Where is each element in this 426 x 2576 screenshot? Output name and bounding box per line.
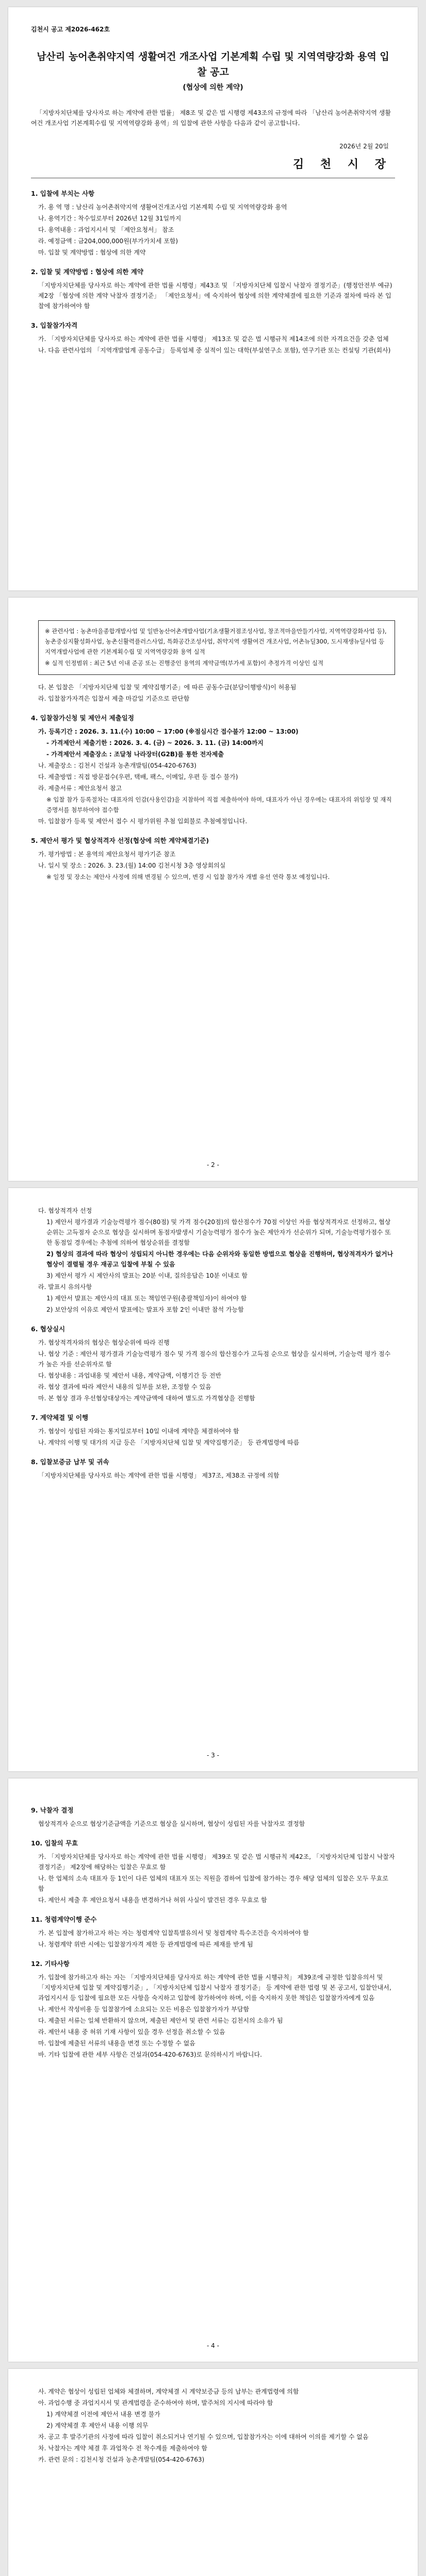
section-line: 나. 한 업체의 소속 대표자 등 1인이 다른 업체의 대표자 또는 직원을 겸하여 입찰에 참가하는 경우 해당 업체의 입찰은 모두 무효로 함 — [38, 1875, 388, 1892]
section-line: ※ 일정 및 장소는 제안사 사정에 의해 변경될 수 있으며, 변경 시 입찰 참가자 개별 유선 연락 통보 예정입니다. — [46, 873, 330, 880]
section-heading: 7. 계약체결 및 이행 — [31, 1414, 89, 1421]
section-line: 가. 「지방자치단체를 당사자로 하는 계약에 관한 법률 시행령」 제39조 및 같은 법 시행규칙 제42조, 「지방자치단체 입찰시 낙찰자 결정기준」 제2장에 해당하는 입찰은 무효로 함 — [38, 1853, 395, 1871]
section-line: 마. 입찰 및 계약방법 : 협상에 의한 계약 — [38, 249, 146, 256]
section-heading: 11. 청렴계약이행 준수 — [31, 1916, 97, 1923]
section-line: 「지방자치단체를 당사자로 하는 계약에 관한 법률 시행령」 제37조, 제38조 규정에 의함 — [38, 1472, 280, 1479]
notice-line: ※ 실적 인정범위 : 최근 5년 이내 준공 또는 진행중인 용역의 계약금액(부가세 포함)이 추정가격 이상인 실적 — [45, 659, 324, 667]
section-line: 사. 계약은 협상이 성립된 업체와 체결하며, 계약체결 시 계약보증금 등의 납부는 관계법령에 의함 — [38, 2388, 299, 2395]
section-line: 가. 평가방법 : 본 용역의 제안요청서 평가기준 참조 — [38, 851, 176, 858]
section-heading: 5. 제안서 평가 및 협상적격자 선정(협상에 의한 계약체결기준) — [31, 837, 209, 844]
section-line: 마. 입찰에 제출된 서류의 내용을 변경 또는 수정할 수 없음 — [38, 2040, 195, 2047]
section-line: 나. 협상 기준 : 제안서 평가결과 기술능력평가 점수 및 가격 점수의 합산점수가 고득점 순으로 협상을 실시하며, 기술능력 평가 점수가 높은 자를 선순위자로 함 — [38, 1350, 391, 1368]
document-page-2 — [8, 598, 418, 1181]
section-heading: 12. 기타사항 — [31, 1960, 70, 1968]
section-line: 3) 제안서 평가 시 제안사의 발표는 20분 이내, 질의응답은 10분 이내로 함 — [46, 1272, 248, 1279]
document-page-1 — [8, 7, 418, 590]
section-heading: 9. 낙찰자 결정 — [31, 1806, 74, 1814]
issuer-name: 김 천 시 장 — [293, 158, 392, 171]
section-line: 다. 제출방법 : 직접 방문접수(우편, 택배, 팩스, 이메일, 우편 등 접수 불가) — [38, 773, 238, 781]
section-line: 가. 등록기간 : 2026. 3. 11.(수) 10:00 ~ 17:00 (※점심시간 접수불가 12:00 ~ 13:00) — [38, 728, 299, 735]
document-title: 남산리 농어촌취약지역 생활여건 개조사업 기본계획 수립 및 지역역량강화 용역 입찰 공고 — [37, 51, 389, 78]
section-line: 다. 제안서 제출 후 제안요청서 내용을 변경하거나 허위 사실이 발견된 경우 무효로 함 — [38, 1896, 267, 1904]
section-line: 2) 보안상의 이유로 제안서 발표에는 발표자 포함 2인 이내만 참석 가능함 — [46, 1306, 244, 1313]
section-line: 1) 계약체결 이전에 제안서 내용 변경 불가 — [46, 2411, 160, 2418]
section-line: 라. 입찰참가자격은 입찰서 제출 마감일 기준으로 판단함 — [38, 695, 190, 702]
section-line: 나. 일시 및 장소 : 2026. 3. 23.(월) 14:00 김천시청 3층 영상회의실 — [38, 862, 226, 869]
section-line: 가. 용 역 명 : 남산리 농어촌취약지역 생활여건개조사업 기본계획 수립 및 지역역량강화 용역 — [38, 204, 287, 211]
document-page-3 — [8, 1188, 418, 1771]
section-line: 가. 협상적격자와의 협상은 협상순위에 따라 진행 — [38, 1339, 170, 1346]
section-heading: 4. 입찰참가신청 및 제안서 제출일정 — [31, 714, 134, 722]
section-line: 바. 기타 입찰에 관한 세부 사항은 건설과(054-420-6763)로 문의하시기 바랍니다. — [38, 2051, 262, 2058]
section-line: - 가격제안서 제출기한 : 2026. 3. 4. (금) ~ 2026. 3. 11. (금) 14:00까지 — [46, 739, 264, 747]
section-line: ※ 입찰 참가 등록절차는 대표자의 인감(사용인감)을 지참하여 직접 제출하여야 하며, 대표자가 아닌 경우에는 대표자의 위임장 및 재직증명서를 첨부하여야 접수함 — [46, 796, 392, 814]
section-heading: 1. 입찰에 부치는 사항 — [31, 190, 95, 197]
section-line: 마. 본 협상 결과 우선협상대상자는 계약금액에 대하여 별도로 가격협상을 진행함 — [38, 1395, 255, 1402]
section-heading: 6. 협상실시 — [31, 1325, 65, 1333]
notice-line: ※ 관련사업 : 농촌마을종합개발사업 및 일반농산어촌개발사업(기초생활거점조성사업, 창조적마을만들기사업, 지역역량강화사업 등), 농촌중심지활성화사업, 농촌신활력플러스사업, 특화공간조성사업, 취약지역 생활여건 개조사업, 어촌뉴딜300, 도시재생뉴딜사업 등 지역개발사업에 관한 기본계획수립 및 지역역량강화 용역 실적 — [45, 628, 387, 655]
page-number: - 4 - — [207, 2342, 219, 2349]
notice-box — [38, 620, 395, 675]
document-number: 김천시 공고 제2026-462호 — [31, 26, 110, 33]
section-line: 1) 제안서 평가결과 기술능력평가 점수(80점) 및 가격 점수(20점)의 합산점수가 70점 이상인 자를 협상적격자로 선정하고, 협상순위는 고득점자 순으로 협상을 실시하며 동점자발생시 기술능력평가 점수가 높은 제안자가 선순위가 되며, 기술능력평가점수 또한 동점일 경우에는 추첨에 의하여 협상순위를 결정함 — [46, 1218, 391, 1246]
section-line: 나. 용역기간 : 착수일로부터 2026년 12월 31일까지 — [38, 215, 182, 222]
section-line: 협상적격자 순으로 협상기준금액을 기준으로 협상을 실시하며, 협상이 성립된 자를 낙찰자로 결정함 — [38, 1820, 305, 1827]
section-line: 자. 공고 후 발주기관의 사정에 따라 입찰이 취소되거나 연기될 수 있으며, 입찰참가자는 이에 대하여 이의를 제기할 수 없음 — [38, 2433, 369, 2441]
page-number: - 3 - — [207, 1752, 219, 1759]
section-line: 아. 과업수행 중 과업지시서 및 관계법령을 준수하여야 하며, 발주처의 지시에 따라야 함 — [38, 2399, 273, 2406]
section-line: 다. 제출된 서류는 일체 반환하지 않으며, 제출된 제안서 및 관련 서류는 김천시의 소유가 됨 — [38, 2017, 283, 2024]
section-line: 2) 계약체결 후 제안서 내용 이행 의무 — [46, 2422, 149, 2429]
section-heading: 8. 입찰보증금 납부 및 귀속 — [31, 1458, 109, 1466]
announcement-date: 2026년 2월 20일 — [339, 143, 389, 150]
section-line: 가. 협상이 성립된 자와는 통지일로부터 10일 이내에 계약을 체결하여야 함 — [38, 1428, 239, 1435]
section-line: 다. 용역내용 : 과업지시서 및 「제안요청서」 참조 — [38, 226, 174, 233]
section-line: 라. 제안서 내용 중 허위 기재 사항이 있을 경우 선정을 취소할 수 있음 — [38, 2028, 225, 2036]
document-page-5 — [8, 2369, 418, 2576]
document-subtitle: (협상에 의한 계약) — [183, 83, 243, 92]
section-line: 라. 제출서류 : 제안요청서 참고 — [38, 785, 122, 792]
section-line: 가. 본 입찰에 참가하고자 하는 자는 청렴계약 입찰특별유의서 및 청렴계약 특수조건을 숙지하여야 함 — [38, 1929, 309, 1937]
section-line: 라. 예정금액 : 금204,000,000원(부가가치세 포함) — [38, 238, 178, 245]
section-heading: 2. 입찰 및 계약방법 : 협상에 의한 계약 — [31, 268, 143, 276]
section-line: - 가격제안서 제출장소 : 조달청 나라장터(G2B)를 통한 전자제출 — [46, 751, 224, 758]
section-line: 다. 협상내용 : 과업내용 및 제안서 내용, 계약금액, 이행기간 등 전반 — [38, 1372, 222, 1379]
section-heading: 10. 입찰의 무효 — [31, 1839, 78, 1847]
intro-paragraph: 「지방자치단체를 당사자로 하는 계약에 관한 법률」 제8조 및 같은 법 시행령 제43조의 규정에 따라 「남산리 농어촌취약지역 생활여건 개조사업 기본계획수립 및 지역역량강화 용역」의 입찰에 관한 사항을 다음과 같이 공고합니다. — [31, 109, 391, 127]
section-line: 「지방자치단체를 당사자로 하는 계약에 관한 법률 시행령」제43조 및 「지방자치단체 입찰시 낙찰자 결정기준」(행정안전부 예규) 제2장 「협상에 의한 계약 낙찰자 결정기준」 「제안요청서」에 숙지하여 협상에 의한 계약체결에 필요한 기준과 절차에 따라 본 입찰에 참가하여야 함 — [38, 282, 392, 310]
section-line: 가. 「지방자치단체를 당사자로 하는 계약에 관한 법률 시행령」 제13조 및 같은 법 시행규칙 제14조에 의한 자격요건을 갖춘 업체 — [38, 335, 389, 343]
section-line: 카. 관련 문의 : 김천시청 건설과 농촌개발팀(054-420-6763) — [38, 2456, 205, 2463]
section-heading: 3. 입찰참가자격 — [31, 321, 78, 329]
section-line: 라. 협상 결과에 따라 제안서 내용의 일부를 보완, 조정할 수 있음 — [38, 1383, 211, 1391]
section-line: 다. 협상적격자 선정 — [38, 1207, 92, 1214]
section-line: 라. 발표시 유의사항 — [38, 1283, 92, 1291]
section-line: 1) 제안서 발표는 제안사의 대표 또는 책임연구원(총괄책임자)이 하여야 함 — [46, 1295, 247, 1302]
section-line: 2) 협상의 결과에 따라 협상이 성립되지 아니한 경우에는 다음 순위자와 동일한 방법으로 협상을 진행하며, 협상적격자가 없거나 협상이 결렬될 경우 재공고 입찰에 부칠 수 있음 — [46, 1250, 394, 1268]
section-line: 나. 제안서 작성비용 등 입찰참가에 소요되는 모든 비용은 입찰참가자가 부담함 — [38, 2006, 250, 2013]
section-line: 마. 입찰참가 등록 및 제안서 접수 시 평가위원 추첨 입회불로 추첨예정입니다. — [38, 818, 248, 825]
page-number: - 2 - — [207, 1161, 219, 1168]
section-line: 나. 계약의 이행 및 대가의 지급 등은 「지방자치단체 입찰 및 계약집행기준」 등 관계법령에 따름 — [38, 1439, 300, 1446]
section-line: 다. 본 입찰은 「지방자치단체 입찰 및 계약집행기준」에 따른 공동수급(분담이행방식)이 허용됨 — [38, 684, 297, 691]
section-line: 가. 입찰에 참가하고자 하는 자는 「지방자치단체를 당사자로 하는 계약에 관한 법률 시행규칙」 제39조에 규정한 입찰유의서 및 「지방자치단체 입찰 및 계약집행기준」, 「지방자치단체 입찰시 낙찰자 결정기준」 등 계약에 관한 법령 및 본 공고서, 입찰안내서, 과업지시서 등 입찰에 필요한 모든 사항을 숙지하고 입찰에 참가하여야 하며, 이를 숙지하지 못한 책임은 입찰참가자에게 있음 — [38, 1974, 391, 2002]
section-line: 나. 다음 관련사업의 「지역개발업계 공동수급」 등록업체 중 실적이 있는 대학(부설연구소 포함), 연구기관 또는 컨설팅 기관(회사) — [38, 347, 391, 354]
section-line: 차. 낙찰자는 계약 체결 후 과업착수 전 착수계를 제출하여야 함 — [38, 2445, 207, 2452]
document-page-4 — [8, 1778, 418, 2362]
section-line: 나. 청렴계약 위반 시에는 입찰참가자격 제한 등 관계법령에 따른 제재를 받게 됨 — [38, 1941, 253, 1948]
section-line: 나. 제출장소 : 김천시 건설과 농촌개발팀(054-420-6763) — [38, 762, 196, 769]
